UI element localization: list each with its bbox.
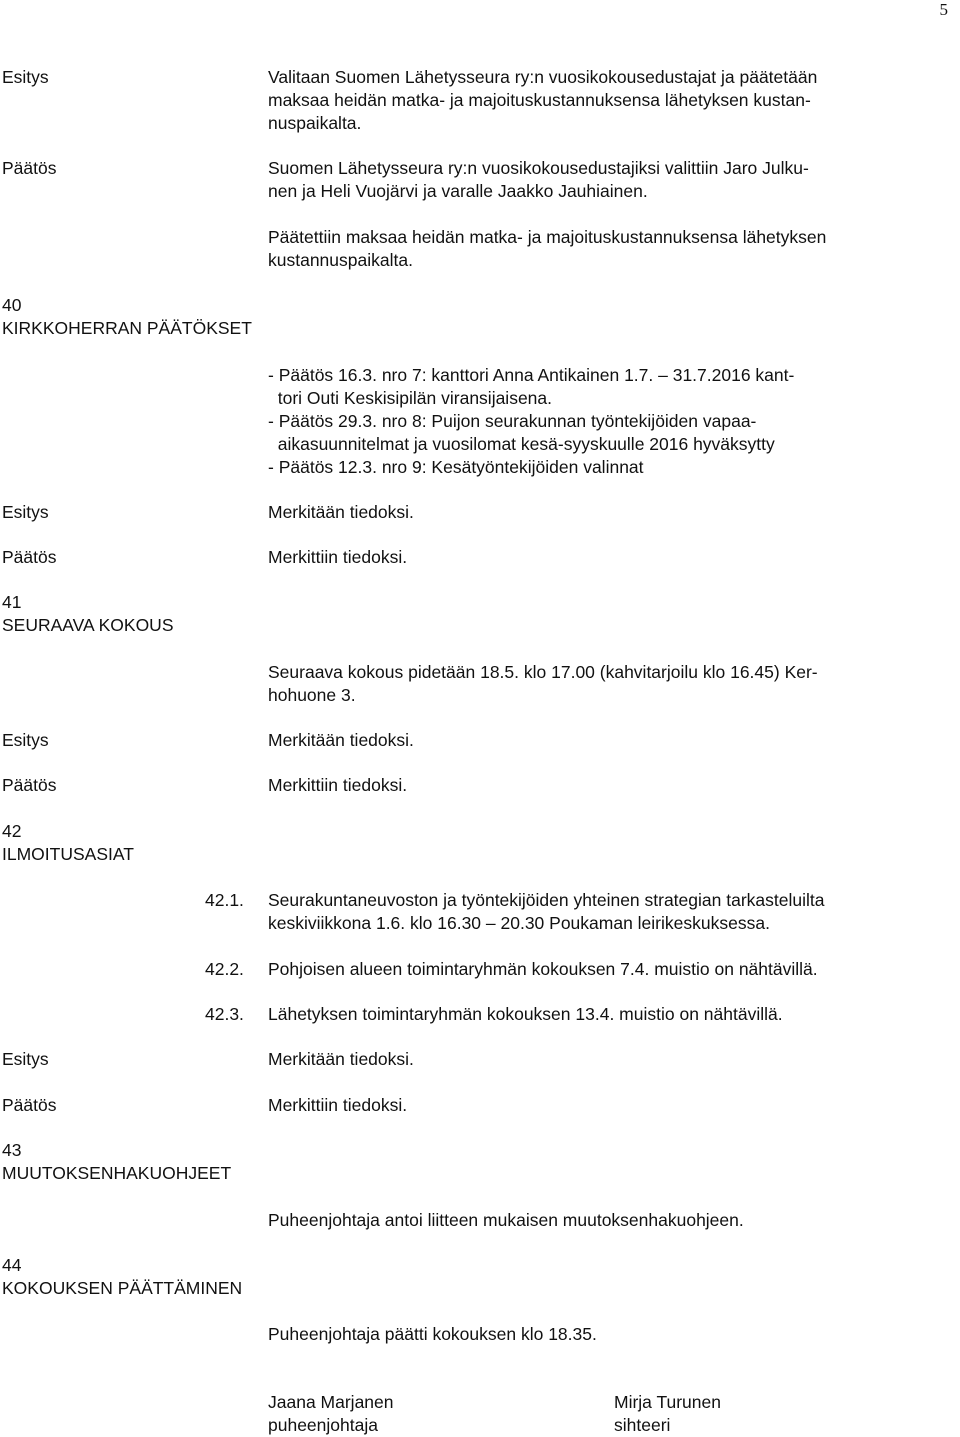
text-line: maksaa heidän matka- ja majoituskustannuksensa lähetyksen kustan- — [268, 90, 811, 110]
list-item: - Päätös 29.3. nro 8: Puijon seurakunnan työntekijöiden vapaa- — [268, 411, 757, 431]
sec42-paatos-label: Päätös — [2, 1095, 57, 1115]
sec39-paatos-label: Päätös — [2, 158, 57, 178]
item-number: 42.3. — [205, 1004, 244, 1024]
text-line: Lähetyksen toimintaryhmän kokouksen 13.4. muistio on nähtävillä. — [268, 1004, 783, 1024]
text-line: Pohjoisen alueen toimintaryhmän kokouksen 7.4. muistio on nähtävillä. — [268, 959, 818, 979]
sec41-title: SEURAAVA KOKOUS — [2, 615, 174, 635]
text-line: keskiviikkona 1.6. klo 16.30 – 20.30 Poukaman leirikeskuksessa. — [268, 913, 770, 933]
sec41-esitys-text: Merkitään tiedoksi. — [268, 730, 414, 750]
text-line: Päätettiin maksaa heidän matka- ja majoituskustannuksensa lähetyksen — [268, 227, 827, 247]
sec41-number: 41 — [2, 592, 22, 612]
sec42-esitys-text: Merkitään tiedoksi. — [268, 1049, 414, 1069]
sec43-title: MUUTOKSENHAKUOHJEET — [2, 1163, 232, 1183]
item-number: 42.1. — [205, 890, 244, 910]
text-line: Seuraava kokous pidetään 18.5. klo 17.00 (kahvitarjoilu klo 16.45) Ker- — [268, 662, 818, 682]
sec39-esitys-label: Esitys — [2, 67, 49, 87]
sec42-paatos-text: Merkittiin tiedoksi. — [268, 1095, 408, 1115]
signature-role: sihteeri — [614, 1415, 671, 1435]
sec44-number: 44 — [2, 1255, 22, 1275]
sec40-esitys-text: Merkitään tiedoksi. — [268, 502, 414, 522]
sec40-title: KIRKKOHERRAN PÄÄTÖKSET — [2, 318, 252, 338]
list-item: aikasuunnitelmat ja vuosilomat kesä-syyskuulle 2016 hyväksytty — [268, 434, 775, 454]
text-line: Seurakuntaneuvoston ja työntekijöiden yhteinen strategian tarkasteluilta — [268, 890, 825, 910]
signature-role: puheenjohtaja — [268, 1415, 378, 1435]
sec42-esitys-label: Esitys — [2, 1049, 49, 1069]
text-line: kustannuspaikalta. — [268, 250, 413, 270]
list-item: - Päätös 12.3. nro 9: Kesätyöntekijöiden valinnat — [268, 457, 644, 477]
sec41-paatos-label: Päätös — [2, 775, 57, 795]
sec42-title: ILMOITUSASIAT — [2, 844, 134, 864]
sec40-esitys-label: Esitys — [2, 502, 49, 522]
sec40-number: 40 — [2, 295, 22, 315]
text-line: hohuone 3. — [268, 685, 356, 705]
sec43-number: 43 — [2, 1140, 22, 1160]
text-line: Valitaan Suomen Lähetysseura ry:n vuosikokousedustajat ja päätetään — [268, 67, 818, 87]
sec43-text: Puheenjohtaja antoi liitteen mukaisen muutoksenhakuohjeen. — [268, 1210, 744, 1230]
text-line: Suomen Lähetysseura ry:n vuosikokousedustajiksi valittiin Jaro Julku- — [268, 158, 809, 178]
page-number: 5 — [939, 0, 948, 19]
item-number: 42.2. — [205, 959, 244, 979]
sec41-paatos-text: Merkittiin tiedoksi. — [268, 775, 408, 795]
sec44-title: KOKOUKSEN PÄÄTTÄMINEN — [2, 1278, 243, 1298]
sec40-paatos-label: Päätös — [2, 547, 57, 567]
signature-name: Mirja Turunen — [614, 1392, 721, 1412]
list-item: tori Outi Keskisipilän viransijaisena. — [268, 388, 553, 408]
sec44-text: Puheenjohtaja päätti kokouksen klo 18.35. — [268, 1324, 597, 1344]
list-item: - Päätös 16.3. nro 7: kanttori Anna Antikainen 1.7. – 31.7.2016 kant- — [268, 365, 795, 385]
sec40-paatos-text: Merkittiin tiedoksi. — [268, 547, 408, 567]
text-line: nuspaikalta. — [268, 113, 362, 133]
signature-name: Jaana Marjanen — [268, 1392, 394, 1412]
sec41-esitys-label: Esitys — [2, 730, 49, 750]
text-line: nen ja Heli Vuojärvi ja varalle Jaakko Jauhiainen. — [268, 181, 648, 201]
sec42-number: 42 — [2, 821, 22, 841]
